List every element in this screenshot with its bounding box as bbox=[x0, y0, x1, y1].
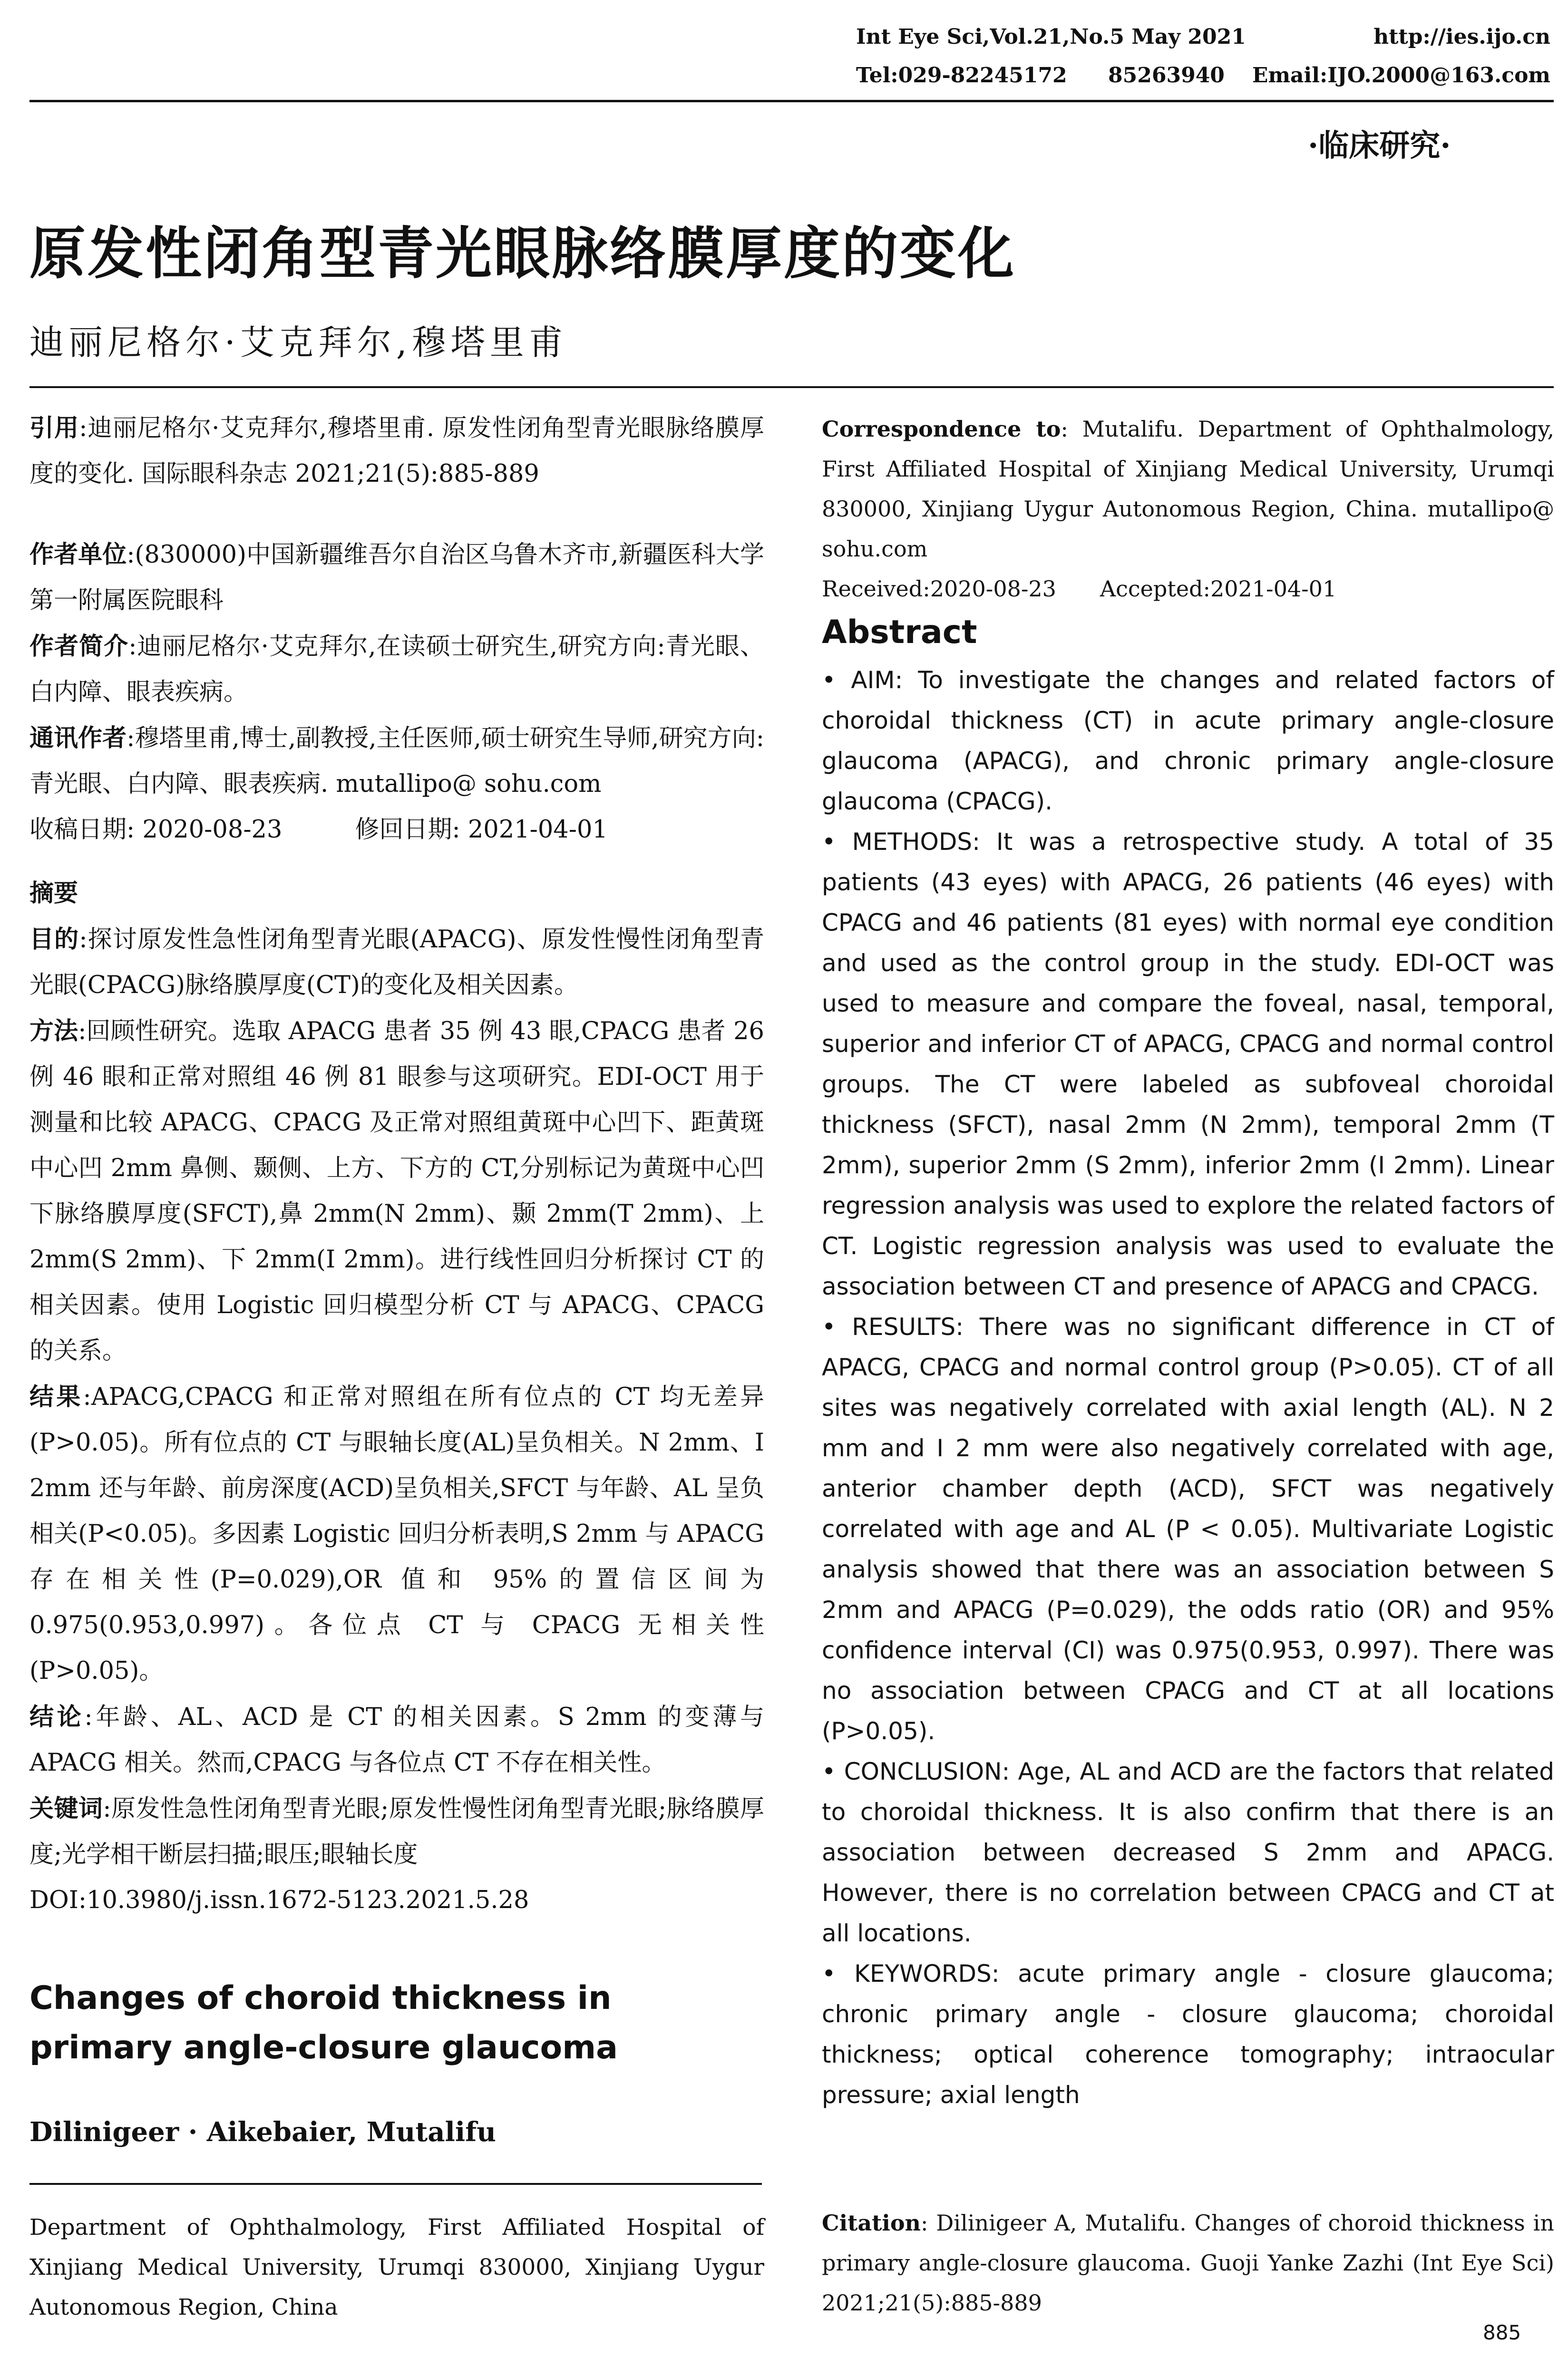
journal-url: http://ies.ijo.cn bbox=[1373, 25, 1550, 49]
results-cn-text: :APACG,CPACG 和正常对照组在所有位点的 CT 均无差异(P>0.05)。所有位点的 CT 与眼轴长度(AL)呈负相关。N 2mm、I 2mm 还与年龄、前房深度(ACD)呈负相关,SFCT 与年龄、AL 呈负相关(P<0.05)。多因素 Logistic 回归分析表明,S 2mm 与 APACG 存在相关性(P=0.029),OR 值和 95%的置信区间为 0.975(0.953,0.997)。各位点 CT 与 CPACG 无相关性(P>0.05)。 bbox=[29, 1383, 764, 1685]
abstract-aim: • AIM: To investigate the changes and related factors of choroidal thickness (CT) in acute primary angle-closure glaucoma (APACG), and chronic primary angle-closure glaucoma (CPACG). bbox=[822, 666, 1554, 815]
title-rule bbox=[29, 386, 1554, 388]
abstract-heading: Abstract bbox=[822, 614, 977, 651]
citation-cn-label: 引用 bbox=[29, 414, 79, 442]
journal-citation: Int Eye Sci,Vol.21,No.5 May 2021 bbox=[856, 25, 1246, 49]
citation-en-label: Citation bbox=[822, 2210, 921, 2236]
methods-cn-text: :回顾性研究。选取 APACG 患者 35 例 43 眼,CPACG 患者 26 例 46 眼和正常对照组 46 例 81 眼参与这项研究。EDI-OCT 用于测量和比较 APACG、CPACG 及正常对照组黄斑中心凹下、距黄斑中心凹 2mm 鼻侧、颞侧、上方、下方的 CT,分别标记为黄斑中心凹下脉络膜厚度(SFCT),鼻 2mm(N 2mm)、颞 2mm(T 2mm)、上 2mm(S 2mm)、下 2mm(I 2mm)。进行线性回归分析探讨 CT 的相关因素。使用 Logistic 回归模型分析 CT 与 APACG、CPACG 的关系。 bbox=[29, 1017, 764, 1365]
english-affiliation: Department of Ophthalmology, First Affiliated Hospital of Xinjiang Medical University, Urumqi 830000, Xinjiang Uygur Autonomous Region, China bbox=[29, 2214, 764, 2320]
footnote-rule bbox=[29, 2183, 762, 2185]
journal-email: Email:IJO.2000@163.com bbox=[1252, 63, 1550, 88]
journal-fax: 85263940 bbox=[1108, 63, 1225, 88]
citation-cn-block bbox=[29, 405, 764, 497]
keywords-cn-label: 关键词 bbox=[29, 1794, 103, 1823]
abstract-results: • RESULTS: There was no significant difference in CT of APACG, CPACG and normal control group (P>0.05). CT of all sites was negatively correlated with axial length (AL). N 2 mm and I 2 mm were also negatively correlated with age, anterior chamber depth (ACD), SFCT was negatively correlated with age and AL (P < 0.05). Multivariate Logistic analysis showed that there was an association between S 2mm and APACG (P=0.029), the odds ratio (OR) and 95% confidence interval (CI) was 0.975(0.953, 0.997). There was no association between CPACG and CT at all locations (P>0.05). bbox=[822, 1313, 1554, 1745]
dates-cn: 收稿日期: 2020-08-23 修回日期: 2021-04-01 bbox=[29, 816, 608, 844]
english-title: Changes of choroid thickness in primary angle-closure glaucoma bbox=[29, 1979, 618, 2066]
section-label: ·临床研究· bbox=[1308, 128, 1451, 164]
bio-label: 作者简介 bbox=[29, 632, 129, 661]
page-number: 885 bbox=[1483, 2321, 1521, 2344]
aim-cn-label: 目的 bbox=[29, 925, 79, 954]
affiliation-cn-text: :(830000)中国新疆维吾尔自治区乌鲁木齐市,新疆医科大学第一附属医院眼科 bbox=[29, 541, 764, 614]
author-info-block bbox=[29, 532, 764, 853]
header-rule bbox=[29, 100, 1554, 102]
article-title: 原发性闭角型青光眼脉络膜厚度的变化 bbox=[29, 221, 1016, 286]
correspondence-label: Correspondence to bbox=[822, 416, 1061, 442]
doi: DOI:10.3980/j.issn.1672-5123.2021.5.28 bbox=[29, 1886, 529, 1914]
abstract-methods: • METHODS: It was a retrospective study. A total of 35 patients (43 eyes) with APACG, 26 patients (46 eyes) with CPACG and 46 patients (81 eyes) with normal eye condition and used as the control group in the study. EDI-OCT was used to measure and compare the foveal, nasal, temporal, superior and inferior CT of APACG, CPACG and normal control groups. The CT were labeled as subfoveal choroidal thickness (SFCT), nasal 2mm (N 2mm), temporal 2mm (T 2mm), superior 2mm (S 2mm), inferior 2mm (I 2mm). Linear regression analysis was used to explore the related factors of CT. Logistic regression analysis was used to evaluate the association between CT and presence of APACG and CPACG. bbox=[822, 828, 1554, 1300]
correspondence-block bbox=[822, 409, 1554, 609]
citation-en bbox=[822, 2203, 1554, 2323]
authors-cn: 迪丽尼格尔·艾克拜尔,穆塔里甫 bbox=[29, 322, 568, 362]
received-accepted: Received:2020-08-23 Accepted:2021-04-01 bbox=[822, 576, 1337, 602]
aim-cn-text: :探讨原发性急性闭角型青光眼(APACG)、原发性慢性闭角型青光眼(CPACG)脉络膜厚度(CT)的变化及相关因素。 bbox=[29, 925, 764, 999]
conclusion-cn-label: 结论 bbox=[29, 1703, 85, 1731]
correspondence-text: : Mutalifu. Department of Ophthalmology, First Affiliated Hospital of Xinjiang Medical University, Urumqi 830000, Xinjiang Uygur Autonomous Region, China. mutallipo@ sohu.com bbox=[822, 416, 1554, 562]
abstract-conclusion: • CONCLUSION: Age, AL and ACD are the factors that related to choroidal thickness. It is also confirm that there is an association between decreased S 2mm and APACG. However, there is no correlation between CPACG and CT at all locations. bbox=[822, 1758, 1554, 1947]
journal-tel: Tel:029-82245172 bbox=[856, 63, 1067, 88]
corr-cn-text: :穆塔里甫,博士,副教授,主任医师,硕士研究生导师,研究方向:青光眼、白内障、眼表疾病. mutallipo@ sohu.com bbox=[29, 724, 764, 798]
affiliation-cn-label: 作者单位 bbox=[29, 540, 127, 569]
english-authors: Dilinigeer · Aikebaier, Mutalifu bbox=[29, 2116, 496, 2148]
abstract-cn-block bbox=[29, 870, 764, 1923]
citation-cn-text: :迪丽尼格尔·艾克拜尔,穆塔里甫. 原发性闭角型青光眼脉络膜厚度的变化. 国际眼科杂志 2021;21(5):885-889 bbox=[29, 414, 764, 488]
results-cn-label: 结果 bbox=[29, 1383, 83, 1411]
corr-cn-label: 通讯作者 bbox=[29, 724, 127, 752]
citation-en-text: : Dilinigeer A, Mutalifu. Changes of choroid thickness in primary angle-closure glaucoma. Guoji Yanke Zazhi (Int Eye Sci) 2021;21(5):885-889 bbox=[822, 2210, 1554, 2316]
keywords-cn-text: :原发性急性闭角型青光眼;原发性慢性闭角型青光眼;脉络膜厚度;光学相干断层扫描;眼压;眼轴长度 bbox=[29, 1795, 764, 1869]
bio-text: :迪丽尼格尔·艾克拜尔,在读硕士研究生,研究方向:青光眼、白内障、眼表疾病。 bbox=[29, 633, 764, 706]
abstract-keywords: • KEYWORDS: acute primary angle - closure glaucoma; chronic primary angle - closure glaucoma; choroidal thickness; optical coherence tomography; intraocular pressure; axial length bbox=[822, 1960, 1554, 2109]
conclusion-cn-text: :年龄、AL、ACD 是 CT 的相关因素。S 2mm 的变薄与 APACG 相关。然而,CPACG 与各位点 CT 不存在相关性。 bbox=[29, 1703, 764, 1777]
methods-cn-label: 方法 bbox=[29, 1017, 78, 1045]
abstract-cn-heading: 摘要 bbox=[29, 879, 78, 907]
abstract-body bbox=[822, 660, 1554, 2115]
